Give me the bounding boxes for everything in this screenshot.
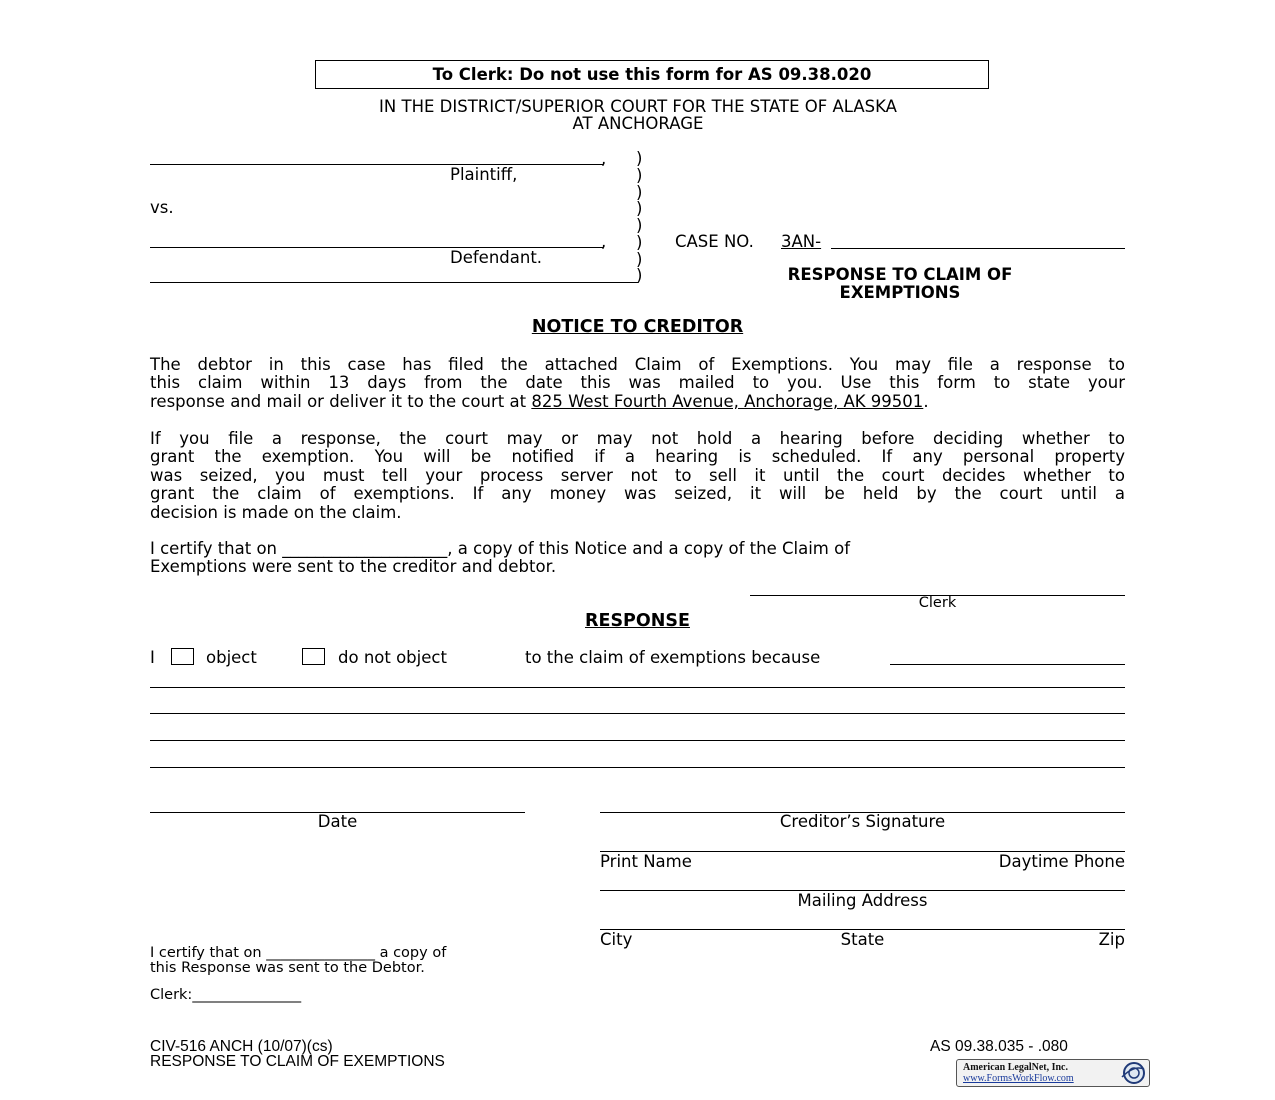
caption-bottom-line [150,282,638,283]
response-heading: RESPONSE [585,611,690,631]
document-title [700,266,1100,301]
paragraph-text: response and mail or deliver it to the court at [150,391,527,411]
defendant-label: Defendant. [450,248,543,267]
plaintiff-comma: , [601,149,607,168]
caption-paren: ) [636,266,643,285]
response-cert-line2: this Response was sent to the Debtor. [150,960,425,976]
legalnet-badge-url: www.FormsWorkFlow.com [963,1073,1074,1084]
court-name: IN THE DISTRICT/SUPERIOR COURT FOR THE STATE OF ALASKA [379,97,897,116]
response-clerk [150,987,301,1003]
cert-text: I certify that on [150,539,278,558]
notice-heading: NOTICE TO CREDITOR [531,317,744,337]
vs-label: vs. [150,198,174,217]
caption-paren: ) [636,199,643,218]
object-checkbox[interactable] [171,648,194,665]
globe-icon [1120,1061,1146,1085]
caption-paren: ) [636,250,643,269]
because-label: to the claim of exemptions because [525,648,821,667]
caption-paren: ) [636,233,643,252]
reason-line[interactable] [150,687,1125,688]
case-no-label: CASE NO. [675,232,754,251]
caption-paren: ) [636,166,643,185]
reason-line[interactable] [150,713,1125,714]
reason-line[interactable] [890,664,1125,665]
cert-text: , a copy of this Notice and a copy of the Claim of [447,539,851,558]
city-label: City [600,930,633,949]
paragraph-line: The debtor in this case has filed the attached Claim of Exemptions. You may file a response to [150,355,1125,374]
do-not-object-label: do not object [338,648,447,667]
reason-line[interactable] [150,767,1125,768]
cert-text: I certify that on [150,945,262,961]
clerk-notice-text: To Clerk: Do not use this form for AS 09.38.020 [432,65,872,84]
plaintiff-line[interactable] [150,164,603,165]
document-title-line2: EXEMPTIONS [839,282,961,302]
notice-cert-line1 [150,540,850,558]
caption-paren: ) [636,183,643,202]
clerk-blank[interactable]: _______________ [192,987,302,1003]
signature-label: Creditor’s Signature [779,812,946,831]
court-address: 825 West Fourth Avenue, Anchorage, AK 99501 [531,391,924,411]
paragraph-line: was seized, you must tell your process server not to sell it until the court decides whether to [150,465,1125,485]
state-label: State [840,930,885,949]
caption-paren: ) [636,216,643,235]
response-cert-date-blank[interactable]: _______________ [266,945,375,961]
zip-label: Zip [1098,930,1125,949]
legalnet-badge[interactable] [956,1059,1150,1087]
defendant-comma: , [601,232,607,251]
paragraph-period: . [923,391,929,411]
legalnet-badge-name: American LegalNet, Inc. [963,1062,1068,1073]
case-no-line[interactable] [831,248,1125,249]
reason-line[interactable] [150,740,1125,741]
object-label: object [206,648,257,667]
cert-date-blank[interactable]: ____________________ [282,539,448,558]
notice-cert-line2: Exemptions were sent to the creditor and debtor. [150,557,557,576]
footer-form-title: RESPONSE TO CLAIM OF EXEMPTIONS [150,1053,445,1070]
phone-label: Daytime Phone [998,852,1125,871]
response-i-label: I [150,648,155,667]
clerk-label: Clerk [918,595,957,611]
paragraph-line: grant the exemption. You will be notified if a hearing is scheduled. If any personal property [150,447,1125,467]
paragraph-line [150,393,1125,411]
paragraph-line: this claim within 13 days from the date this was mailed to you. Use this form to state your [150,373,1125,393]
clerk-label: Clerk: [150,987,193,1003]
plaintiff-label: Plaintiff, [450,165,518,184]
response-cert [150,946,446,976]
court-location: AT ANCHORAGE [572,114,704,133]
clerk-notice-box [315,60,989,89]
mailing-address-label: Mailing Address [797,891,928,910]
notice-paragraph-1 [150,356,1125,411]
paragraph-line: If you file a response, the court may or may not hold a hearing before deciding whether to [150,429,1125,448]
date-label: Date [317,812,358,831]
footer-form-id: CIV-516 ANCH (10/07)(cs) [150,1038,333,1055]
case-no-prefix: 3AN- [781,232,822,251]
footer-statute: AS 09.38.035 - .080 [930,1038,1068,1055]
notice-paragraph-2 [150,430,1125,522]
document-title-line1: RESPONSE TO CLAIM OF [787,265,1013,284]
paragraph-line: grant the claim of exemptions. If any money was seized, it will be held by the court until a [150,484,1125,504]
paragraph-line: decision is made on the claim. [150,502,402,522]
caption-paren: ) [636,149,643,168]
print-name-label: Print Name [600,852,692,871]
do-not-object-checkbox[interactable] [302,648,325,665]
cert-text: a copy of [379,945,447,961]
response-cert-line1 [150,946,446,961]
